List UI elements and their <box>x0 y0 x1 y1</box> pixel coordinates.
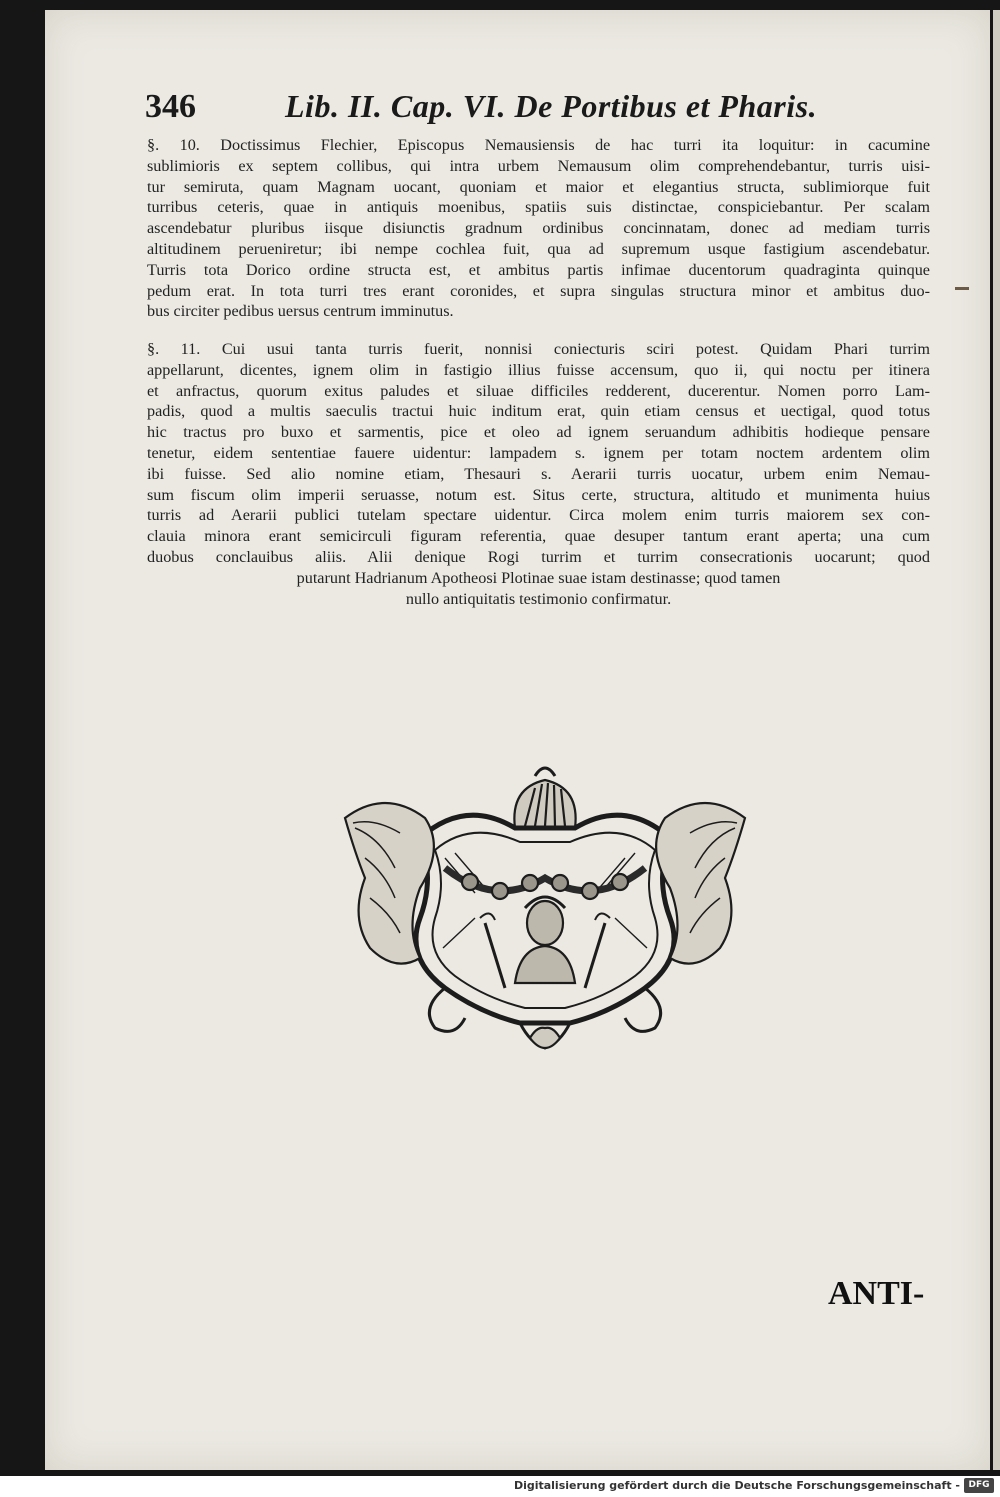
margin-ink-mark <box>955 287 969 290</box>
digitization-footer <box>0 1476 1000 1497</box>
text-line: et anfractus, quorum exitus paludes et siluae difficiles redderent, ducerentur. Nomen porro Lam- <box>147 381 930 400</box>
text-line: hic tractus pro buxo et sarmentis, pice et oleo ad ignem seruandum adhibitis hodieque pensare <box>147 423 930 442</box>
text-line: ascendebatur pluribus iisque disiunctis gradnum ordinibus concinnatam, donec ad mediam turris <box>147 219 930 238</box>
show-through <box>147 610 927 770</box>
text-line: §. 11. Cui usui tanta turris fuerit, nonnisi coniecturis sciri potest. Quidam Phari turrim <box>147 340 930 358</box>
text-line: turris ad Aerarii publici tutelam spectare uidentur. Circa molem enim turris maiorem sex con- <box>147 506 930 525</box>
footer-credit: Digitalisierung gefördert durch die Deutsche Forschungsgemeinschaft - <box>513 1479 960 1492</box>
closing-line: putarunt Hadrianum Apotheosi Plotinae suae istam destinasse; quod tamen <box>296 569 781 587</box>
page-header <box>145 88 945 138</box>
paragraph-11 <box>147 339 930 568</box>
text-line: clauia minora erant semicirculi figuram referentia, quae desuper tantum erant aperta; una cum <box>147 527 930 546</box>
text-line: Turris tota Dorico ordine structa est, et ambitus partis infimae ducentorum quadraginta quinque <box>147 260 930 279</box>
text-line: sum fiscum olim imperii seruasse, notum est. Situs certe, structura, altitudo et munimenta huius <box>147 485 930 504</box>
page-number: 346 <box>145 88 196 125</box>
text-line: bus circiter pedibus uersus centrum imminutus. <box>147 302 454 321</box>
dfg-logo-icon: DFG <box>964 1478 994 1493</box>
text-line: sublimioris ex septem collibus, qui intra urbem Nemausum olim comprehendebantur, turris uisi- <box>147 156 930 175</box>
page-edge <box>993 10 1000 1470</box>
text-line: duobus conclauibus aliis. Alii denique Rogi turrim et turrim consecrationis uocarunt; quod <box>147 547 930 566</box>
text-line: ibi fuisse. Sed alio nomine etiam, Thesauri s. Aerarii turris uocatur, urbem enim Nemau- <box>147 464 930 483</box>
baroque-cartouche-vignette-icon <box>325 758 765 1063</box>
closing-line: nullo antiquitatis testimonio confirmatur. <box>405 590 672 608</box>
running-title: Lib. II. Cap. VI. De Portibus et Pharis. <box>285 88 818 124</box>
text-line: pedum erat. In tota turri tres erant coronides, et supra singulas structura minor et ambitus duo- <box>147 281 930 300</box>
text-line: padis, quod a multis saeculis tractui huic inditum erat, quin etiam census et uectigal, quod totus <box>147 402 930 421</box>
text-line: altitudinem perueniretur; ibi nempe cochlea fuit, qua ad supremum usque fastigium ascendebatur. <box>147 239 930 258</box>
text-line: appellarunt, dicentes, ignem olim in fastigio illius fuisse accensum, quo ii, qui noctu per itinera <box>147 360 930 379</box>
text-line: tenetur, eidem sententiae fauere uidentur: lampadem s. ignem per totam noctem ardentem olim <box>147 443 930 462</box>
text-line: turribus ceteris, quae in antiquis moenibus, spatiis suis distinctae, conspiciebantur. Per scalam <box>147 198 930 217</box>
catchword: ANTI- <box>828 1275 925 1312</box>
paragraph-10 <box>147 135 930 322</box>
text-line: §. 10. Doctissimus Flechier, Episcopus Nemausiensis de hac turri ita loquitur: in cacumine <box>147 136 930 154</box>
text-line: tur semiruta, quam Magnam uocant, quoniam et maior et elegantius structa, sublimiorque fuit <box>147 177 930 196</box>
